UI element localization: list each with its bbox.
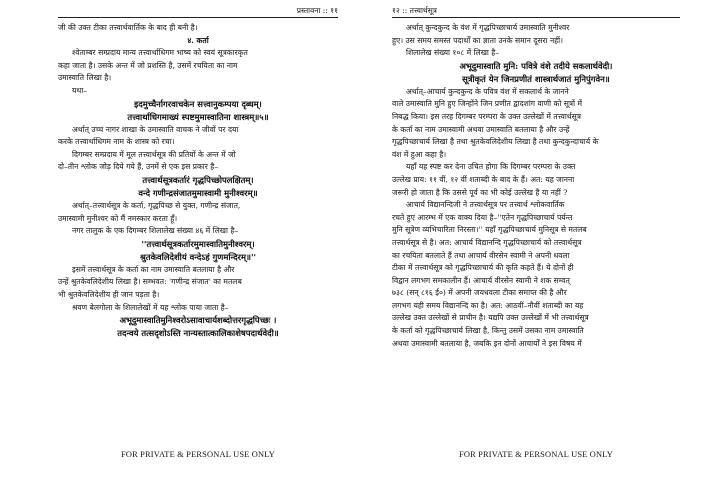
verse-line: वन्दे गणीन्द्रसंजातमुमास्वामी मुनीश्वरम्॥ [138, 187, 258, 198]
left-page [58, 0, 338, 481]
text-line: जरूरी हो जाता है कि उससे पूर्व का भी कोई उल्लेख है या नहीं ? [392, 187, 568, 197]
text-line: वंश में हुआ कहा है। [392, 149, 447, 159]
verse-line: इदमुच्चैर्नागरवाचकेन सत्त्वानुकम्पया दृब्धम्। [134, 98, 262, 109]
text-line: अर्थात्–आचार्य कुन्दकुन्द के पवित्र वंश में सकलार्थ के जानने [406, 86, 569, 96]
page-footer: FOR PRIVATE & PERSONAL USE ONLY [120, 450, 276, 459]
text-line: शिलालेख संख्या १०८ में लिखा है– [406, 48, 500, 58]
page-header: प्रस्तावना :: ११ [296, 6, 338, 15]
page-header: १२ :: तत्त्वार्थसूत्र [392, 6, 437, 15]
text-line: रचते हुए आरम्भ में एक वाक्य दिया है–''एतेन गृद्धपिच्छाचार्य पर्यन्त [392, 212, 573, 222]
text-line: अर्थात् कुन्दकुन्द के वंश में गृद्धपिच्छाचार्य उमास्वाति मुनीश्वर [406, 23, 570, 32]
text-line: लगभग यही समय विद्यानन्दि का है। अत: आठवीं–नौवीं शताब्दी का यह [392, 300, 584, 310]
text-line: श्रवण बेलगोला के शिलालेखों में यह श्लोक पाया जाता है– [72, 302, 229, 312]
verse-line: श्रुतकेवलिदेशीयं वन्देऽहं गुणमन्दिरम्॥'' [139, 251, 257, 262]
text-line: अथवा उमास्वामी बतलाया है, जबकि इन दोनों आचार्यों ने इस विषय में [392, 338, 582, 348]
page-body [392, 22, 680, 350]
verse-line: ''तत्त्वार्थसूत्रकर्तारमुमास्वातिमुनीश्वरम्। [141, 238, 255, 249]
text-line: करके तत्त्वार्थाधिगम नाम के शास्त्र को रचा। [58, 137, 175, 147]
text-line: ७३८ (सन् ८१६ ई०) में अपनी जयधवला टीका समाप्त की है और [392, 288, 567, 298]
text-line: नगर तालुक के एक दिगम्बर शिलालेख संख्या ४६ में लिखा है– [72, 226, 239, 236]
header-rule [392, 17, 680, 18]
text-line: गृद्धपिच्छाचार्य लिखा है तथा श्रुतकेवलिदेशीय लिखा है तथा कुन्दकुन्दाचार्य के [392, 137, 599, 147]
text-line: यहाँ यह स्पष्ट कर देना उचित होगा कि दिगम्बर परम्परा के उक्त [406, 162, 576, 172]
text-line: कहा जाता है। उसके अन्त में जो प्रशस्ति है, उसमें रचयिता का नाम [58, 60, 238, 70]
text-line: अर्थात् उच्च नागर शाखा के उमास्वाति वाचक ने जीवों पर दया [72, 124, 239, 134]
verse-line: अभूदुमास्वातिमुनिश्वरोऽसावाचार्यशब्दोत्तरगृद्धपिच्छः । [119, 315, 277, 326]
text-line: विद्वान लगभग समकालीन हैं। आचार्य वीरसेन स्वामी ने शक सम्वत् [392, 275, 570, 285]
text-line: उन्हें श्रुतकेवलिदेशीय लिखा है। सम्भवत: 'गणीन्द्र संजात' का मतलब [58, 277, 242, 287]
text-line: उल्लेख उक्त उल्लेखों से प्राचीन है। यद्यपि उक्त उल्लेखों में भी तत्त्वार्थसूत्र [392, 313, 589, 323]
text-line: तत्त्वार्थसूत्र से है। अत: आचार्य विद्यानन्दि गृद्धपिच्छाचार्य को तत्त्वार्थसूत्र [392, 237, 582, 247]
text-line: श्वेताम्बर सम्प्रदाय मान्य तत्त्वार्थाधिगम भाष्य को स्वयं सूत्रकारकृत [72, 48, 248, 58]
text-line: आचार्य विद्यानन्दिजी ने तत्त्वार्थसूत्र पर तत्त्वार्थ श्लोकवार्तिक [406, 200, 565, 210]
text-line: दो–तीन श्लोक जोड़ दिये गये हैं, उनमें से एक इस प्रकार है– [58, 162, 219, 172]
text-line: वाले उमास्वाति मुनि हुए जिन्होंने जिन प्रणीत द्वादशांग वाणी को सूत्रों में [392, 99, 583, 109]
right-page [392, 0, 680, 481]
verse-line: अभूदुमास्वाति मुनि: पवित्रे वंशे तदीये सकलार्थवेदी। [459, 60, 613, 71]
text-line: का रचयिता बतलाते हैं तथा आचार्य वीरसेन स्वामी ने अपनी धवला [392, 250, 570, 260]
text-line: उमास्वाति लिखा है। [58, 73, 112, 83]
page-body [58, 22, 338, 340]
verse-line: सूत्रीकृतं येन जिनप्रणीतं शास्त्रार्थजातं मुनिपुंगवेन॥ [462, 73, 610, 84]
page-footer: FOR PRIVATE & PERSONAL USE ONLY [458, 450, 614, 459]
text-line: मुनि सूत्रेण व्यभिचारिता निरस्ता।'' यहाँ गृद्धपिच्छाचार्य मुनिसूत्र से मतलब [392, 225, 587, 235]
verse-line: तत्त्वार्थाधिगमाख्यं स्पष्टमुमास्वातिना शास्त्रम्॥५॥ [127, 111, 269, 122]
text-line: उल्लेख प्राय: ११ वीं, १२ वीं शताब्दी के बाद के हैं। अत: यह जानना [392, 174, 575, 184]
text-line: निबद्ध किया। इस तरह दिगम्बर परम्परा के उक्त उल्लेखों में तत्त्वार्थसूत्र [392, 111, 581, 121]
section-heading: ४. कर्ता [187, 35, 209, 45]
text-line: इसमें तत्त्वार्थसूत्र के कर्ता का नाम उमास्वाति बतलाया है और [72, 264, 235, 274]
text-line: दिगम्बर सम्प्रदाय में मूल तत्त्वार्थसूत्र की प्रतियों के अन्त में जो [72, 149, 236, 159]
header-rule [58, 17, 338, 18]
verse-line: तदन्वये तत्सदृशोऽस्ति नान्यस्तात्कालिकाशेषपदार्थवेदी॥ [117, 328, 279, 339]
text-line: अर्थात्–तत्त्वार्थसूत्र के कर्ता, गृद्धपिच्छ से युक्त, गणीन्द्र संजात, [72, 200, 241, 210]
verse-line: तत्त्वार्थसूत्रकर्तारं गृद्धपिच्छोपलक्षितम्। [142, 174, 254, 185]
text-line: भी श्रुतकेवलिदेशीय ही जान पड़ता है। [58, 289, 160, 299]
text-line: जी की उक्त टीका तत्त्वार्थवार्तिक के बाद ही बनी है। [58, 23, 198, 32]
text-line: हुए। उस समय समस्त पदार्थों का ज्ञाता उनके समान दूसरा नहीं। [392, 35, 564, 45]
text-line: यथा– [72, 85, 88, 95]
text-line: के कर्ता को गृद्धपिच्छाचार्य लिखा है, किन्तु उसमें उसका नाम उमास्वाति [392, 326, 584, 336]
text-line: उमास्वामी मुनीश्वर को मैं नमस्कार करता हूँ। [58, 213, 178, 223]
text-line: टीका में तत्त्वार्थसूत्र को गृद्धपिच्छाचार्य की कृति कहते हैं। ये दोनों ही [392, 263, 574, 273]
text-line: के कर्ता का नाम उमास्वामी अथवा उमास्वाति बतलाया है और उन्हें [392, 124, 570, 134]
